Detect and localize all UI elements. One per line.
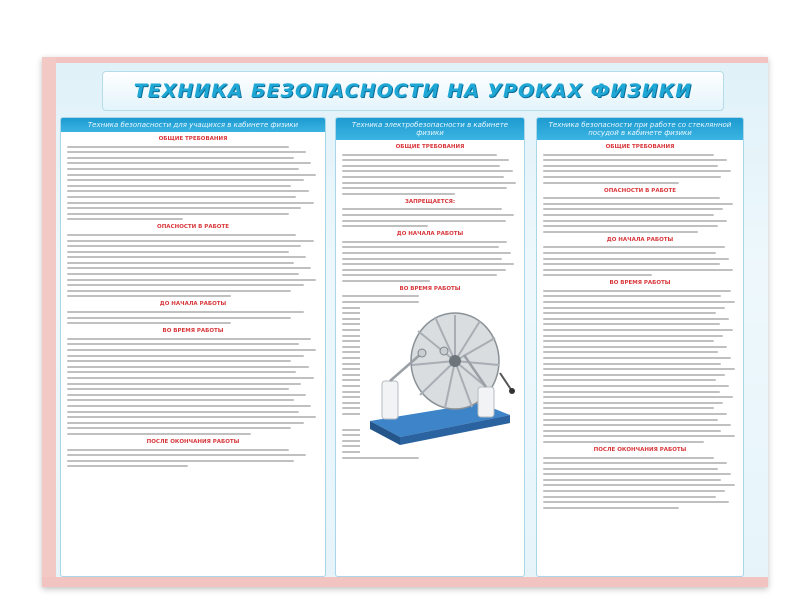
text-line xyxy=(543,484,735,486)
text-line xyxy=(543,203,733,205)
section-heading: ОБЩИЕ ТРЕБОВАНИЯ xyxy=(605,144,675,150)
text-line xyxy=(67,168,299,170)
section-text xyxy=(537,457,743,509)
text-line xyxy=(342,258,502,260)
text-line xyxy=(543,197,720,199)
left-stripe xyxy=(42,57,56,587)
top-stripe xyxy=(42,57,768,63)
text-line xyxy=(67,256,306,258)
text-line xyxy=(67,290,291,292)
section-text xyxy=(61,311,325,324)
poster-title: ТЕХНИКА БЕЗОПАСНОСТИ НА УРОКАХ ФИЗИКИ xyxy=(102,71,724,111)
text-line xyxy=(342,269,506,271)
text-line xyxy=(543,424,731,426)
text-line xyxy=(543,435,735,437)
text-line xyxy=(67,190,309,192)
text-line xyxy=(67,179,304,181)
text-line xyxy=(67,284,304,286)
text-line xyxy=(67,343,299,345)
text-line xyxy=(67,427,291,429)
text-line xyxy=(543,263,720,265)
text-line xyxy=(67,405,311,407)
text-line xyxy=(342,457,419,459)
text-line xyxy=(67,295,231,297)
text-line xyxy=(67,151,306,153)
text-line xyxy=(67,322,231,324)
text-line xyxy=(67,240,314,242)
text-line xyxy=(67,360,291,362)
section-text xyxy=(336,154,524,195)
section-text xyxy=(537,154,743,184)
text-line xyxy=(543,159,727,161)
text-line xyxy=(342,225,428,227)
column-header: Техника безопасности для учащихся в кабинете физики xyxy=(61,118,325,132)
text-line xyxy=(342,182,516,184)
section-text xyxy=(537,246,743,276)
text-line xyxy=(67,218,183,220)
text-line xyxy=(342,176,504,178)
text-line xyxy=(543,346,727,348)
text-line xyxy=(543,295,721,297)
text-line xyxy=(543,368,735,370)
section-heading: ОПАСНОСТИ В РАБОТЕ xyxy=(604,187,676,194)
text-line xyxy=(543,307,725,309)
section-heading: ВО ВРЕМЯ РАБОТЫ xyxy=(162,328,224,335)
text-line xyxy=(67,394,306,396)
text-line xyxy=(543,274,652,276)
text-line xyxy=(342,241,507,243)
electrode-ball-right xyxy=(440,347,448,355)
text-line xyxy=(543,329,733,331)
section-heading: ЗАПРЕЩАЕТСЯ: xyxy=(404,198,456,205)
text-line xyxy=(67,454,306,456)
text-line xyxy=(543,391,720,393)
text-line xyxy=(67,245,301,247)
text-line xyxy=(543,220,727,222)
text-line xyxy=(67,416,316,418)
text-line xyxy=(543,363,721,365)
text-line xyxy=(67,338,311,340)
text-line xyxy=(67,371,296,373)
text-line xyxy=(67,202,314,204)
text-line xyxy=(543,457,714,459)
section-heading: ВО ВРЕМЯ РАБОТЫ xyxy=(399,285,461,292)
text-line xyxy=(342,252,511,254)
text-line xyxy=(67,388,289,390)
text-line xyxy=(543,154,714,156)
leyden-jar-left xyxy=(382,381,398,419)
text-line xyxy=(543,165,718,167)
text-line xyxy=(67,185,291,187)
text-line xyxy=(67,422,304,424)
section-heading: ДО НАЧАЛА РАБОТЫ xyxy=(396,231,464,238)
text-line xyxy=(543,501,729,503)
crank-knob xyxy=(509,388,515,394)
text-line xyxy=(543,379,716,381)
text-line xyxy=(543,318,729,320)
text-line xyxy=(543,374,725,376)
text-line xyxy=(543,507,679,509)
text-line xyxy=(67,411,299,413)
column-body xyxy=(61,136,325,467)
section-text xyxy=(537,290,743,443)
section-heading: ДО НАЧАЛА РАБОТЫ xyxy=(159,301,227,308)
text-line xyxy=(67,234,296,236)
text-line xyxy=(67,157,294,159)
text-line xyxy=(543,182,679,184)
text-line xyxy=(342,165,500,167)
text-line xyxy=(543,419,718,421)
text-line xyxy=(543,396,733,398)
section-heading: ДО НАЧАЛА РАБОТЫ xyxy=(606,236,674,243)
text-line xyxy=(67,213,289,215)
text-line xyxy=(543,323,720,325)
text-line xyxy=(67,273,299,275)
text-line xyxy=(543,340,714,342)
text-line xyxy=(543,208,723,210)
text-line xyxy=(67,465,188,467)
text-line xyxy=(67,383,301,385)
text-line xyxy=(543,490,725,492)
text-line xyxy=(342,220,506,222)
text-line xyxy=(342,154,497,156)
electrode-ball-left xyxy=(418,349,426,357)
column-body xyxy=(537,144,743,509)
section-heading: ОБЩИЕ ТРЕБОВАНИЯ xyxy=(395,144,465,150)
text-line xyxy=(543,402,723,404)
disc-hub xyxy=(449,355,461,367)
text-line xyxy=(543,170,731,172)
text-line xyxy=(342,263,514,265)
text-line xyxy=(67,267,311,269)
text-line xyxy=(342,159,509,161)
text-line xyxy=(543,385,729,387)
section-heading: ОПАСНОСТИ В РАБОТЕ xyxy=(157,224,229,231)
section-text xyxy=(61,338,325,435)
text-line xyxy=(67,251,289,253)
text-line xyxy=(67,399,294,401)
text-line xyxy=(67,262,294,264)
text-line xyxy=(67,349,316,351)
text-line xyxy=(543,312,716,314)
text-line xyxy=(543,258,729,260)
text-line xyxy=(543,290,731,292)
column-glassware-safety xyxy=(536,117,744,577)
section-text xyxy=(537,197,743,233)
text-line xyxy=(543,335,723,337)
section-text xyxy=(336,241,524,282)
text-line xyxy=(543,473,731,475)
electrostatic-machine-photo xyxy=(360,303,520,453)
text-line xyxy=(543,176,721,178)
text-line xyxy=(342,193,455,195)
text-line xyxy=(67,355,304,357)
text-line xyxy=(543,441,704,443)
text-line xyxy=(342,280,430,282)
section-text xyxy=(61,146,325,221)
section-text xyxy=(336,208,524,227)
text-line xyxy=(543,468,718,470)
text-line xyxy=(342,214,514,216)
text-line xyxy=(543,407,714,409)
leyden-jar-right xyxy=(478,387,494,417)
text-line xyxy=(543,269,733,271)
text-line xyxy=(543,357,731,359)
text-line xyxy=(543,301,735,303)
column-general-safety xyxy=(60,117,326,577)
text-line xyxy=(67,311,304,313)
column-header: Техника безопасности при работе со стеклянной посудой в кабинете физики xyxy=(537,118,743,140)
text-line xyxy=(67,449,289,451)
column-header: Техника электробезопасности в кабинете физики xyxy=(336,118,524,140)
text-line xyxy=(543,231,698,233)
text-line xyxy=(543,413,727,415)
section-heading: ВО ВРЕМЯ РАБОТЫ xyxy=(609,280,671,287)
text-line xyxy=(543,246,725,248)
section-heading: ОБЩИЕ ТРЕБОВАНИЯ xyxy=(158,136,228,142)
text-line xyxy=(342,187,507,189)
text-line xyxy=(67,317,291,319)
text-line xyxy=(342,246,499,248)
section-heading: ПОСЛЕ ОКОНЧАНИЯ РАБОТЫ xyxy=(146,438,240,445)
text-line xyxy=(67,377,314,379)
text-line xyxy=(543,479,721,481)
text-line xyxy=(342,295,419,297)
text-line xyxy=(543,214,714,216)
section-text xyxy=(61,234,325,298)
section-heading: ПОСЛЕ ОКОНЧАНИЯ РАБОТЫ xyxy=(593,446,687,453)
text-line xyxy=(67,162,311,164)
text-line xyxy=(67,174,316,176)
text-line xyxy=(342,170,513,172)
text-line xyxy=(543,462,727,464)
bottom-stripe xyxy=(42,577,768,587)
text-line xyxy=(543,496,716,498)
text-line xyxy=(67,279,316,281)
text-line xyxy=(67,433,251,435)
text-line xyxy=(67,146,289,148)
text-line xyxy=(342,208,502,210)
text-line xyxy=(67,366,309,368)
text-line xyxy=(543,351,718,353)
text-line xyxy=(67,460,294,462)
text-line xyxy=(543,225,718,227)
text-line xyxy=(342,274,497,276)
text-line xyxy=(67,196,296,198)
section-text xyxy=(61,449,325,468)
text-line xyxy=(543,252,716,254)
text-line xyxy=(543,430,721,432)
text-line xyxy=(67,207,301,209)
